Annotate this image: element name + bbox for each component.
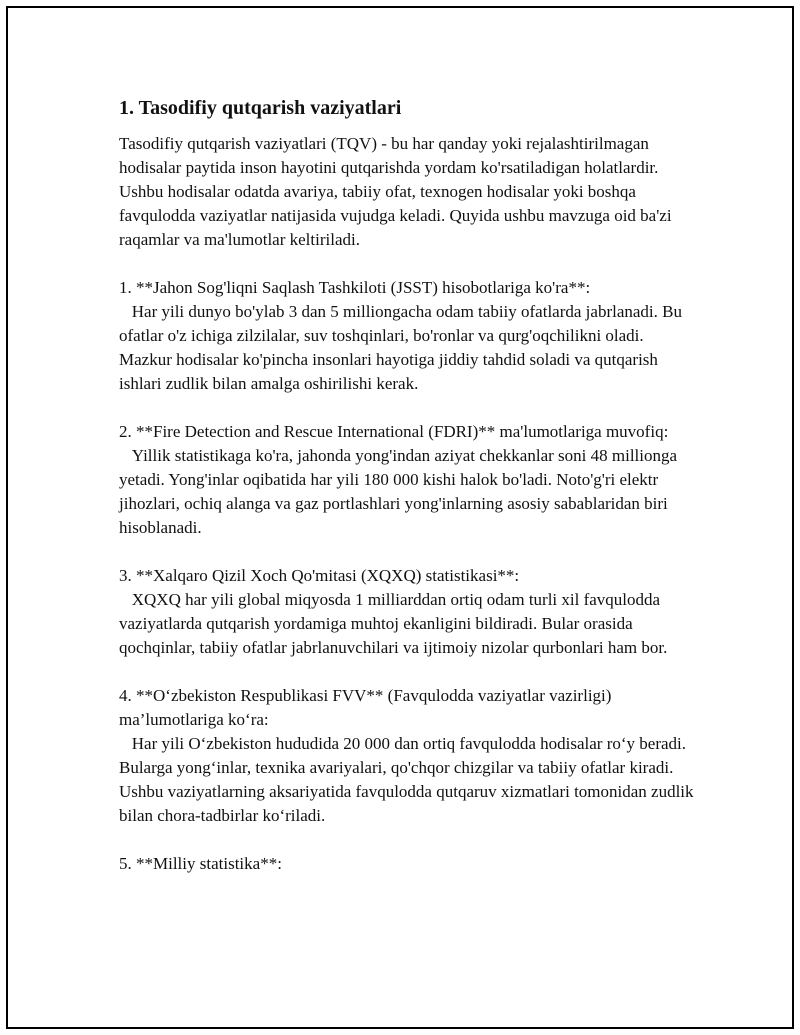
- section-heading: 2. **Fire Detection and Rescue International (FDRI)** ma'lumotlariga muvofiq:: [119, 422, 669, 441]
- section-body: Har yili O‘zbekiston hududida 20 000 dan ortiq favqulodda hodisalar ro‘y beradi. Bularga yong‘inlar, texnika avariyalari, qo'chqor chizgilar va tabiiy ofatlar kiradi. Ushbu vaziyatlarning aksariyatida favqulodda qutqaruv xizmatlari tomonidan zudlik bilan chora-tadbirlar ko‘riladi.: [119, 734, 698, 825]
- document-title: 1. Tasodifiy qutqarish vaziyatlari: [119, 97, 402, 119]
- section-1: [119, 276, 699, 396]
- intro-paragraph: Tasodifiy qutqarish vaziyatlari (TQV) - bu har qanday yoki rejalashtirilmagan hodisalar paytida inson hayotini qutqarishda yordam ko'rsatiladigan holatlardir. Ushbu hodisalar odatda avariya, tabiiy ofat, texnogen hodisalar yoki boshqa favqulodda vaziyatlar natijasida vujudga keladi. Quyida ushbu mavzuga oid ba'zi raqamlar va ma'lumotlar keltiriladi.: [119, 134, 676, 249]
- document-body: [119, 96, 699, 900]
- section-2: [119, 420, 699, 540]
- section-heading: 4. **O‘zbekiston Respublikasi FVV** (Favqulodda vaziyatlar vazirligi) ma’lumotlariga ko‘ra:: [119, 686, 616, 729]
- page-frame: [6, 6, 794, 1029]
- section-5: [119, 852, 699, 876]
- section-heading: 3. **Xalqaro Qizil Xoch Qo'mitasi (XQXQ) statistikasi**:: [119, 566, 520, 585]
- section-heading: 1. **Jahon Sog'liqni Saqlash Tashkiloti (JSST) hisobotlariga ko'ra**:: [119, 278, 591, 297]
- section-heading: 5. **Milliy statistika**:: [119, 854, 282, 873]
- section-body: Har yili dunyo bo'ylab 3 dan 5 milliongacha odam tabiiy ofatlarda jabrlanadi. Bu ofatlar o'z ichiga zilzilalar, suv toshqinlari, bo'ronlar va qurg'oqchilikni oladi. Mazkur hodisalar ko'pincha insonlari hayotiga jiddiy tahdid soladi va qutqarish ishlari zudlik bilan amalga oshirilishi kerak.: [119, 302, 687, 393]
- section-body: XQXQ har yili global miqyosda 1 milliarddan ortiq odam turli xil favqulodda vaziyatlarda qutqarish yordamiga muhtoj ekanligini bildiradi. Bular orasida qochqinlar, tabiiy ofatlar jabrlanuvchilari va ijtimoiy nizolar qurbonlari ham bor.: [119, 590, 668, 657]
- section-4: [119, 684, 699, 828]
- section-3: [119, 564, 699, 660]
- section-body: Yillik statistikaga ko'ra, jahonda yong'indan aziyat chekkanlar soni 48 millionga yetadi. Yong'inlar oqibatida har yili 180 000 kishi halok bo'ladi. Noto'g'ri elektr jihozlari, ochiq alanga va gaz portlashlari yong'inlarning asosiy sabablaridan biri hisoblanadi.: [119, 446, 682, 537]
